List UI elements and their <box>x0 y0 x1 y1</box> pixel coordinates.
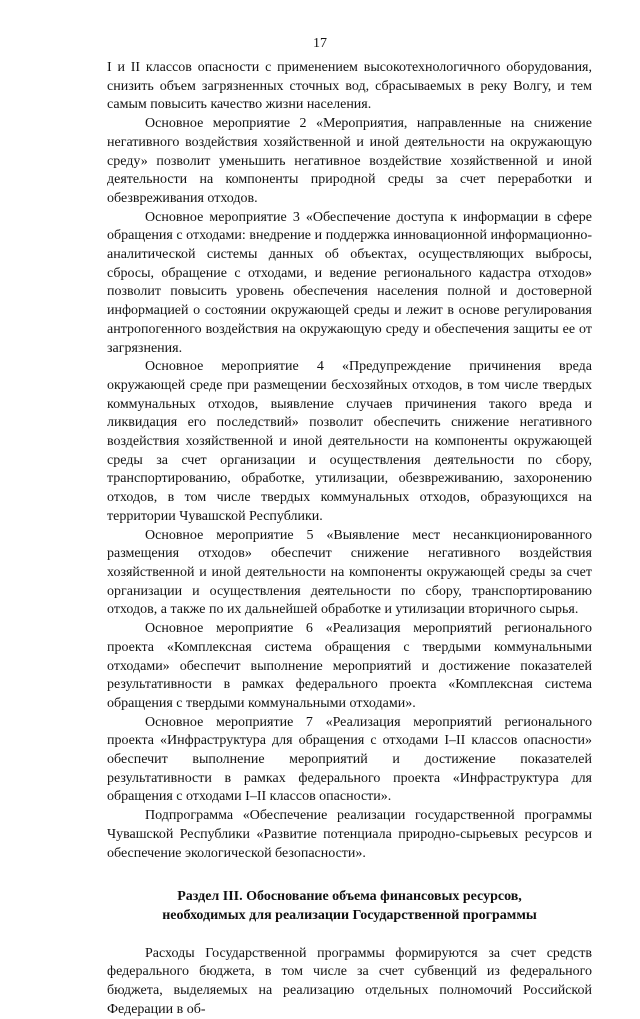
paragraph-measure-4: Основное мероприятие 4 «Предупреждение причинения вреда окружающей среде при размещении бесхозяйных отходов, в том числе твердых коммунальных отходов, выявление случаев причинения такого вреда и ликвидация его последствий» позволит обеспечить снижение негативного воздействия хозяйственной и иной деятельности на компоненты окружающей среды за счет организации и осуществления деятельности по сбору, транспортированию, обработке, утилизации, обезвреживанию, захоронению отходов, в том числе твердых коммунальных отходов, образующихся на территории Чувашской Республики. <box>107 359 592 524</box>
section-heading-line-1: Раздел III. Обоснование объема финансовых ресурсов, <box>177 889 522 905</box>
paragraph-measure-6: Основное мероприятие 6 «Реализация мероприятий регионального проекта «Комплексная система обращения с твердыми коммунальными отходами» обеспечит выполнение мероприятий и достижение показателей результативности в рамках федерального проекта «Комплексная система обращения с твердыми коммунальными отходами». <box>107 621 592 711</box>
page-number: 17 <box>313 36 327 51</box>
paragraph-expenses: Расходы Государственной программы формируются за счет средств федерального бюджета, в том числе за счет субвенций из федерального бюджета, выделяемых на реализацию отдельных полномочий Российской Федерации в об- <box>107 945 592 1017</box>
section-heading-line-2: необходимых для реализации Государственной программы <box>162 907 537 923</box>
paragraph-measure-7: Основное мероприятие 7 «Реализация мероприятий регионального проекта «Инфраструктура для обращения с отходами I–II классов опасности» обеспечит выполнение мероприятий и достижение показателей результативности в рамках федерального проекта «Инфраструктура для обращения с отходами I–II классов опасности». <box>107 714 592 805</box>
paragraph-measure-2: Основное мероприятие 2 «Мероприятия, направленные на снижение негативного воздействия хозяйственной и иной деятельности на окружающую среду» позволит уменьшить негативное воздействие хозяйственной и иной деятельности на компоненты природной среды за счет переработки и обезвреживания отходов. <box>107 116 592 206</box>
paragraph-continuation: I и II классов опасности с применением высокотехнологичного оборудования, снизить объем загрязненных сточных вод, сбрасываемых в реку Волгу, и тем самым повысить качество жизни населения. <box>107 60 592 113</box>
section-heading <box>107 888 592 925</box>
paragraph-measure-5: Основное мероприятие 5 «Выявление мест несанкционированного размещения отходов» обеспечит снижение негативного воздействия хозяйственной и иной деятельности на компоненты окружающей среды за счет организации и осуществления деятельности по сбору, транспортированию отходов, а также по их дальнейшей обработке и утилизации вторичного сырья. <box>107 527 592 618</box>
paragraph-subprogram: Подпрограмма «Обеспечение реализации государственной программы Чувашской Республики «Развитие потенциала природно-сырьевых ресурсов и обеспечение экологической безопасности». <box>107 808 592 861</box>
document-body <box>107 59 592 1019</box>
paragraph-measure-3: Основное мероприятие 3 «Обеспечение доступа к информации в сфере обращения с отходами: внедрение и поддержка инновационной информационно-аналитической системы данных об объектах, осуществляющих выбросы, сбросы, обращение с отходами, и ведение регионального кадастра отходов» позволит повысить уровень обеспечения населения полной и достоверной информацией о состоянии окружающей среды и лежит в основе регулирования антропогенного воздействия на окружающую среду и обеспечения защиты ее от загрязнения. <box>107 209 592 356</box>
